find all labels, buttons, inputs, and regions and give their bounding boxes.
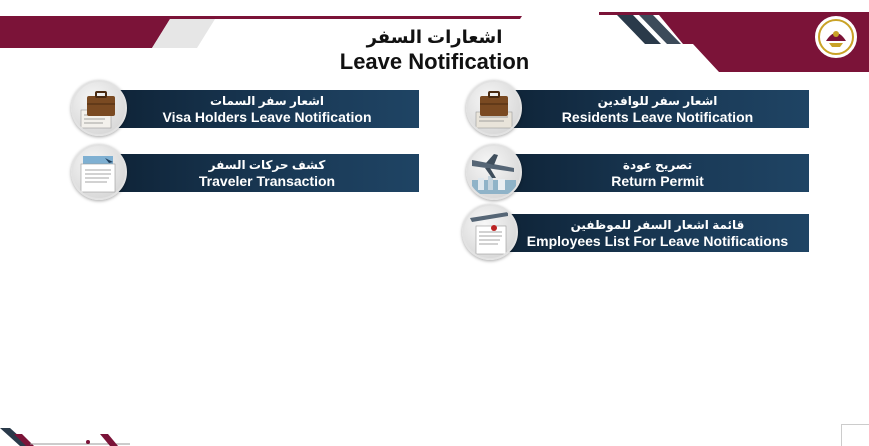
tile-label-en: Employees List For Leave Notifications xyxy=(526,233,789,249)
page-title: Leave Notification xyxy=(339,49,530,74)
airplane-icon[interactable] xyxy=(466,144,522,200)
tile-label-ar: قائمة اشعار السفر للموظفين xyxy=(570,218,745,232)
tile-label-ar: اشعار سفر للوافدين xyxy=(597,94,718,108)
employee-list-icon[interactable] xyxy=(462,204,518,260)
tile-label-en: Visa Holders Leave Notification xyxy=(162,109,372,125)
tile-label-en: Return Permit xyxy=(611,173,704,189)
page-title-arabic: اشعارات السفر xyxy=(366,27,503,47)
visa-holders-leave-notification-tile[interactable] xyxy=(71,88,419,130)
tile-bar[interactable] xyxy=(506,212,809,254)
tile-bar[interactable] xyxy=(115,152,419,194)
documents-icon[interactable] xyxy=(71,144,127,200)
briefcase-icon[interactable] xyxy=(466,80,522,136)
tile-bar[interactable] xyxy=(506,88,809,130)
corner-box xyxy=(841,424,869,446)
tile-label-ar: تصريح عودة xyxy=(622,158,693,172)
employees-list-leave-notifications-tile[interactable] xyxy=(466,212,809,254)
footer-decoration xyxy=(0,418,130,446)
traveler-transaction-tile[interactable] xyxy=(71,152,419,194)
tile-label-en: Residents Leave Notification xyxy=(561,109,754,125)
tile-label-ar: اشعار سفر السمات xyxy=(209,94,325,108)
tile-bar[interactable] xyxy=(115,88,419,130)
return-permit-tile[interactable] xyxy=(466,152,809,194)
residents-leave-notification-tile[interactable] xyxy=(466,88,809,130)
tile-bar[interactable] xyxy=(506,152,809,194)
briefcase-icon[interactable] xyxy=(71,80,127,136)
tile-label-en: Traveler Transaction xyxy=(198,173,336,189)
tile-label-ar: كشف حركات السفر xyxy=(208,158,326,172)
